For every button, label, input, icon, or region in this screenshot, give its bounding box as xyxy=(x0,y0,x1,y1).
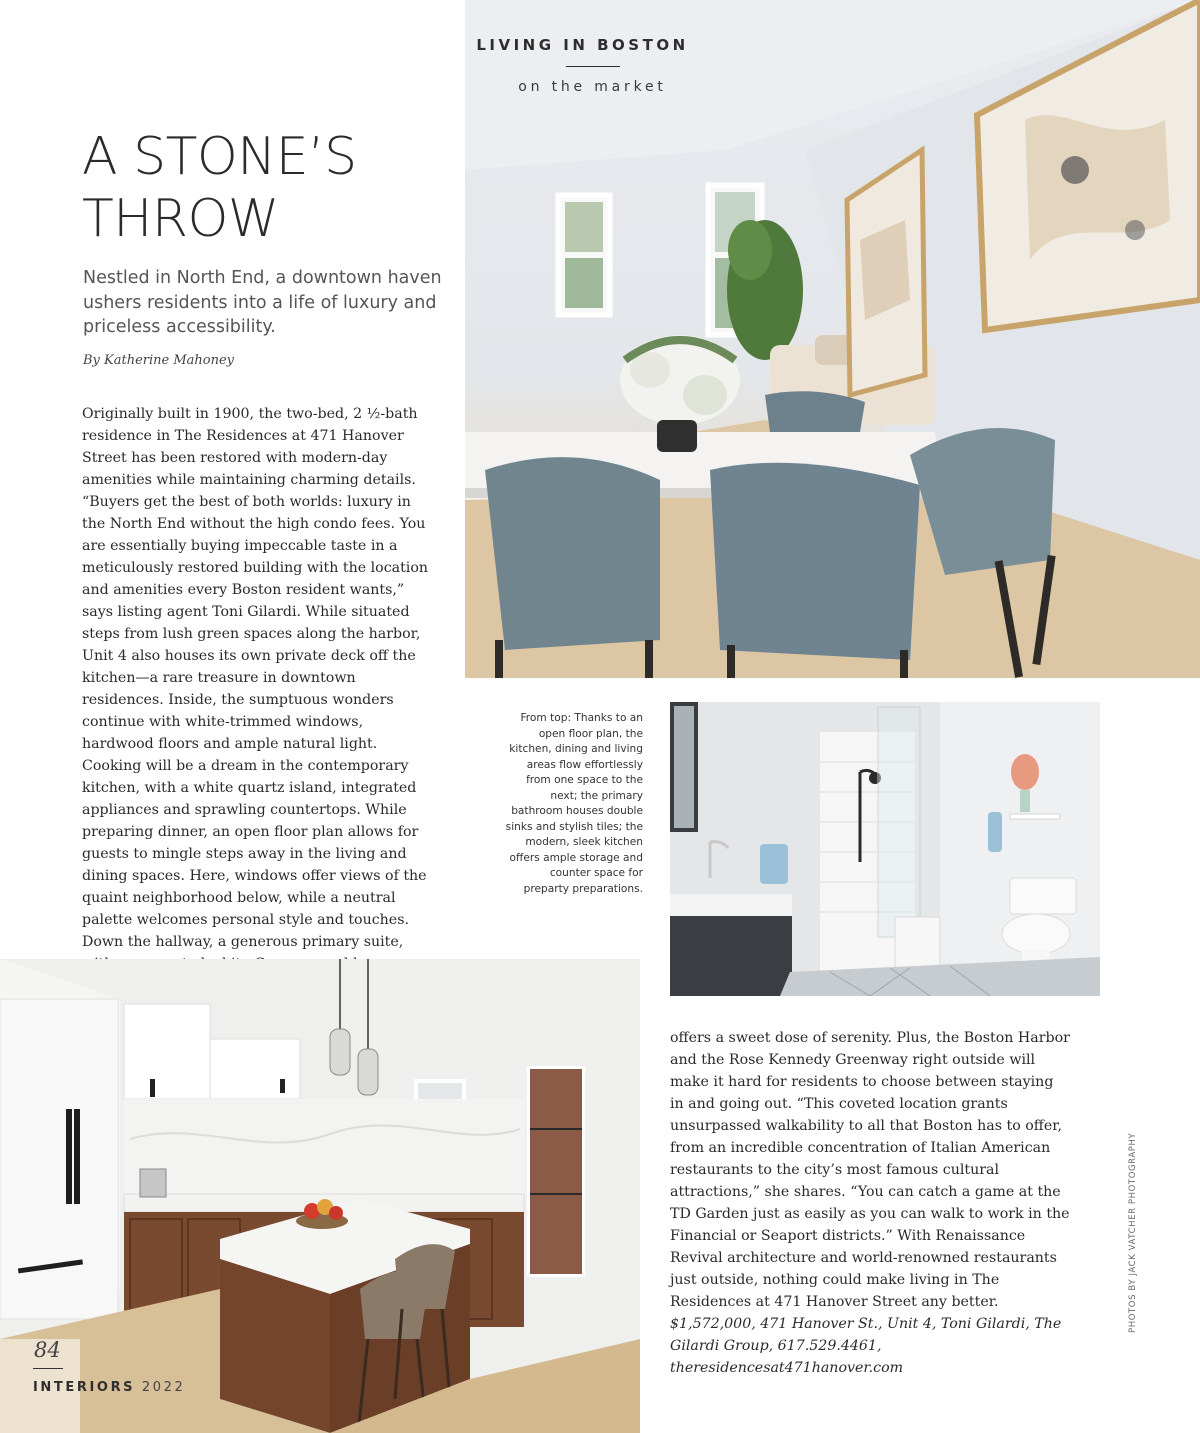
bathroom-illustration xyxy=(670,702,1100,996)
kitchen-photo xyxy=(0,959,640,1433)
article-headline: A STONE’S THROW xyxy=(82,127,357,249)
magazine-name: INTERIORS xyxy=(33,1380,136,1395)
body-text-continued: offers a sweet dose of serenity. Plus, the Boston Harbor and the Rose Kennedy Greenway right outside will make it hard for residents to choose between staying in and going out. “This coveted location grants unsurpassed walkability to all that Boston has to offer, from an incredible concentration of Italian American restaurants to the city’s most famous cultural attractions,” she shares. “You can catch a game at the TD Garden just as easily as you can walk to work in the Financial or Seaport districts.” With Renaissance Revival architecture and world-renowned restaurants just outside, nothing could make living in The Residences at 471 Hanover Street any better. xyxy=(670,1030,1070,1310)
issue-year: 2022 xyxy=(141,1380,186,1395)
section-subtitle: on the market xyxy=(518,79,667,95)
photo-caption: From top: Thanks to an open floor plan, the kitchen, dining and living areas flow effortlessly from one space to the next; the primary bathroom houses double sinks and stylish tiles; the modern, sleek kitchen offers ample storage and counter space for preparty preparations. xyxy=(505,712,643,895)
dining-room-illustration xyxy=(465,0,1200,678)
body-text-right-column xyxy=(670,1027,1070,1379)
magazine-folio xyxy=(33,1380,185,1395)
byline: By Katherine Mahoney xyxy=(83,353,235,368)
folio-divider xyxy=(33,1368,63,1369)
article-dek: Nestled in North End, a downtown haven ushers residents into a life of luxury and priceless accessibility. xyxy=(83,268,442,337)
kicker-divider xyxy=(566,66,620,67)
listing-info: $1,572,000, 471 Hanover St., Unit 4, Toni Gilardi, The Gilardi Group, 617.529.4461, theresidencesat471hanover.com xyxy=(670,1316,1062,1376)
photo-credit: PHOTOS BY JACK VATCHER PHOTOGRAPHY xyxy=(1128,1132,1138,1333)
section-kicker: LIVING IN BOSTON xyxy=(476,36,689,54)
bathroom-photo xyxy=(670,702,1100,996)
kitchen-illustration xyxy=(0,959,640,1433)
body-text-left-column: Originally built in 1900, the two-bed, 2 ½-bath residence in The Residences at 471 Hanover Street has been restored with modern-day amenities while maintaining charming details. “Buyers get the best of both worlds: luxury in the North End without the high condo fees. You are essentially buying impeccable taste in a meticulously restored building with the location and amenities every Boston resident wants,” says listing agent Toni Gilardi. While situated steps from lush green spaces along the harbor, Unit 4 also houses its own private deck off the kitchen—a rare treasure in downtown residences. Inside, the sumptuous wonders continue with white-trimmed windows, hardwood floors and ample natural light. Cooking will be a dream in the contemporary kitchen, with a white quartz island, integrated appliances and sprawling countertops. While preparing dinner, an open floor plan allows for guests to mingle steps away in the living and dining spaces. Here, windows offer views of the quaint neighborhood below, while a neutral palette welcomes personal style and touches. Down the hallway, a generous primary suite, xyxy=(82,406,429,950)
dining-room-photo xyxy=(465,0,1200,678)
page-number: 84 xyxy=(34,1338,61,1362)
